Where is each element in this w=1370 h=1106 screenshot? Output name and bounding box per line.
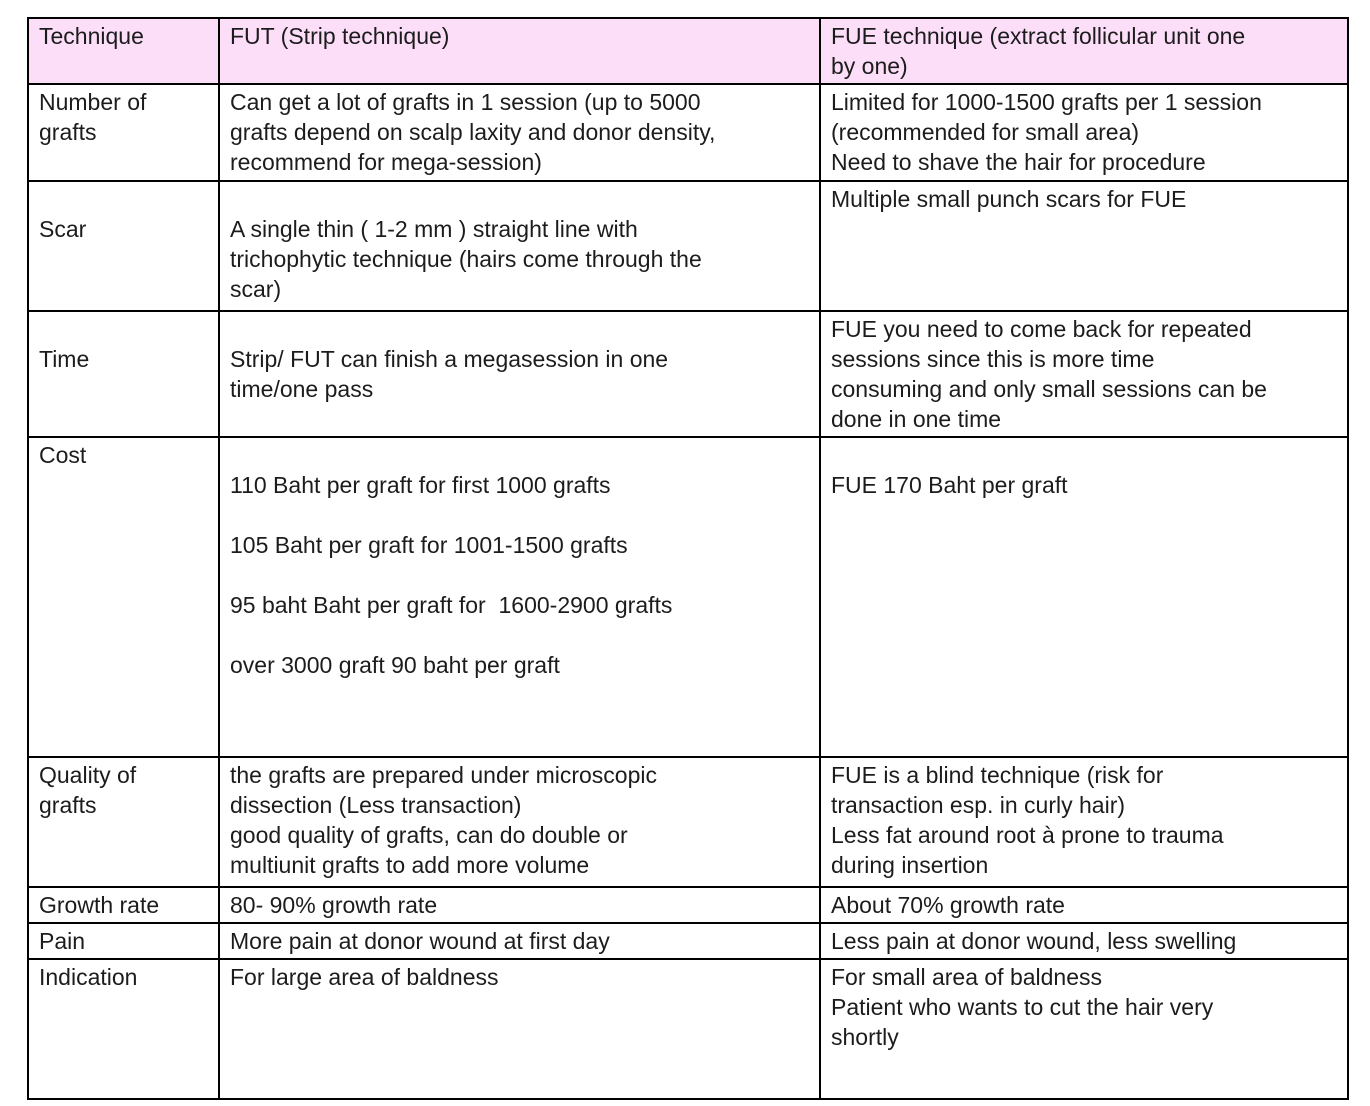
row-label-scar [28, 181, 219, 311]
blank-line [230, 314, 811, 344]
text-line: trichophytic technique (hairs come through the [230, 246, 702, 272]
text-line: Pain [39, 928, 86, 954]
text-line: A single thin ( 1-2 mm ) straight line with [230, 216, 638, 242]
text-line: Can get a lot of grafts in 1 session (up to 5000 [230, 89, 701, 115]
text-line: Time [39, 346, 90, 372]
row-label-indication [28, 959, 219, 1099]
text-line: dissection (Less transaction) [230, 792, 522, 818]
text-line: Technique [39, 23, 144, 49]
text-line: Growth rate [39, 892, 160, 918]
cell-fut-time [219, 311, 820, 437]
text-line: transaction esp. in curly hair) [831, 792, 1126, 818]
blank-line [230, 620, 811, 650]
cell-fut-cost [219, 437, 820, 757]
text-line: Quality of [39, 762, 137, 788]
text-line: scar) [230, 276, 282, 302]
text-line: sessions since this is more time [831, 346, 1155, 372]
text-line: FUE technique (extract follicular unit one [831, 23, 1246, 49]
table-row-quality-of-grafts [28, 757, 1348, 887]
row-label-growth-rate [28, 887, 219, 923]
text-line: over 3000 graft 90 baht per graft [230, 652, 560, 678]
row-label-pain [28, 923, 219, 959]
text-line: About 70% growth rate [831, 892, 1065, 918]
blank-line [39, 314, 210, 344]
text-line: FUE is a blind technique (risk for [831, 762, 1164, 788]
row-label-cost [28, 437, 219, 757]
text-line: multiunit grafts to add more volume [230, 852, 590, 878]
cell-fut-scar [219, 181, 820, 311]
text-line: during insertion [831, 852, 989, 878]
cell-fut-indication [219, 959, 820, 1099]
text-line: 80- 90% growth rate [230, 892, 438, 918]
text-line: 95 baht Baht per graft for 1600-2900 grafts [230, 592, 673, 618]
text-line: done in one time [831, 406, 1002, 432]
table-row-pain [28, 923, 1348, 959]
table-row-number-of-grafts [28, 84, 1348, 181]
header-cell-fut [219, 18, 820, 84]
header-cell-technique [28, 18, 219, 84]
row-label-number-of-grafts [28, 84, 219, 181]
table-row-cost [28, 437, 1348, 757]
text-line: Cost [39, 442, 87, 468]
text-line: Patient who wants to cut the hair very [831, 994, 1214, 1020]
text-line: recommend for mega-session) [230, 149, 542, 175]
cell-fue-number-of-grafts [820, 84, 1348, 181]
table-row-time [28, 311, 1348, 437]
blank-line [39, 184, 210, 214]
cell-fut-growth-rate [219, 887, 820, 923]
table-row-growth-rate [28, 887, 1348, 923]
row-label-time [28, 311, 219, 437]
text-line: 110 Baht per graft for first 1000 grafts [230, 472, 611, 498]
cell-fue-pain [820, 923, 1348, 959]
cell-fut-pain [219, 923, 820, 959]
text-line: For small area of baldness [831, 964, 1103, 990]
text-line: grafts depend on scalp laxity and donor density, [230, 119, 716, 145]
row-label-quality-of-grafts [28, 757, 219, 887]
text-line: grafts [39, 119, 97, 145]
table-row-indication [28, 959, 1348, 1099]
text-line: FUE 170 Baht per graft [831, 472, 1068, 498]
cell-fue-indication [820, 959, 1348, 1099]
text-line: Multiple small punch scars for FUE [831, 186, 1187, 212]
header-cell-fue [820, 18, 1348, 84]
table-header [28, 18, 1348, 84]
cell-fue-quality-of-grafts [820, 757, 1348, 887]
text-line: grafts [39, 792, 97, 818]
text-line: Number of [39, 89, 147, 115]
text-line: Indication [39, 964, 138, 990]
text-line: good quality of grafts, can do double or [230, 822, 628, 848]
blank-line [230, 560, 811, 590]
text-line: shortly [831, 1024, 899, 1050]
table-header-row [28, 18, 1348, 84]
text-line: the grafts are prepared under microscopic [230, 762, 657, 788]
text-line: FUT (Strip technique) [230, 23, 450, 49]
text-line: 105 Baht per graft for 1001-1500 grafts [230, 532, 628, 558]
cell-fue-time [820, 311, 1348, 437]
cell-fue-cost [820, 437, 1348, 757]
blank-line [230, 184, 811, 214]
cell-fut-number-of-grafts [219, 84, 820, 181]
text-line: Less pain at donor wound, less swelling [831, 928, 1237, 954]
text-line: FUE you need to come back for repeated [831, 316, 1252, 342]
text-line: Need to shave the hair for procedure [831, 149, 1206, 175]
hair-transplant-comparison-table [27, 17, 1349, 1100]
text-line: More pain at donor wound at first day [230, 928, 610, 954]
cell-fut-quality-of-grafts [219, 757, 820, 887]
table-row-scar [28, 181, 1348, 311]
blank-line [230, 500, 811, 530]
text-line: consuming and only small sessions can be [831, 376, 1267, 402]
text-line: For large area of baldness [230, 964, 499, 990]
text-line: (recommended for small area) [831, 119, 1140, 145]
text-line: Limited for 1000-1500 grafts per 1 session [831, 89, 1262, 115]
comparison-table-container [27, 17, 1349, 1100]
text-line: Less fat around root à prone to trauma [831, 822, 1224, 848]
blank-line [831, 440, 1339, 470]
blank-line [230, 440, 811, 470]
text-line: by one) [831, 53, 908, 79]
text-line: time/one pass [230, 376, 374, 402]
cell-fue-scar [820, 181, 1348, 311]
comparison-table-body [28, 84, 1348, 1099]
cell-fue-growth-rate [820, 887, 1348, 923]
text-line: Strip/ FUT can finish a megasession in one [230, 346, 669, 372]
text-line: Scar [39, 216, 87, 242]
